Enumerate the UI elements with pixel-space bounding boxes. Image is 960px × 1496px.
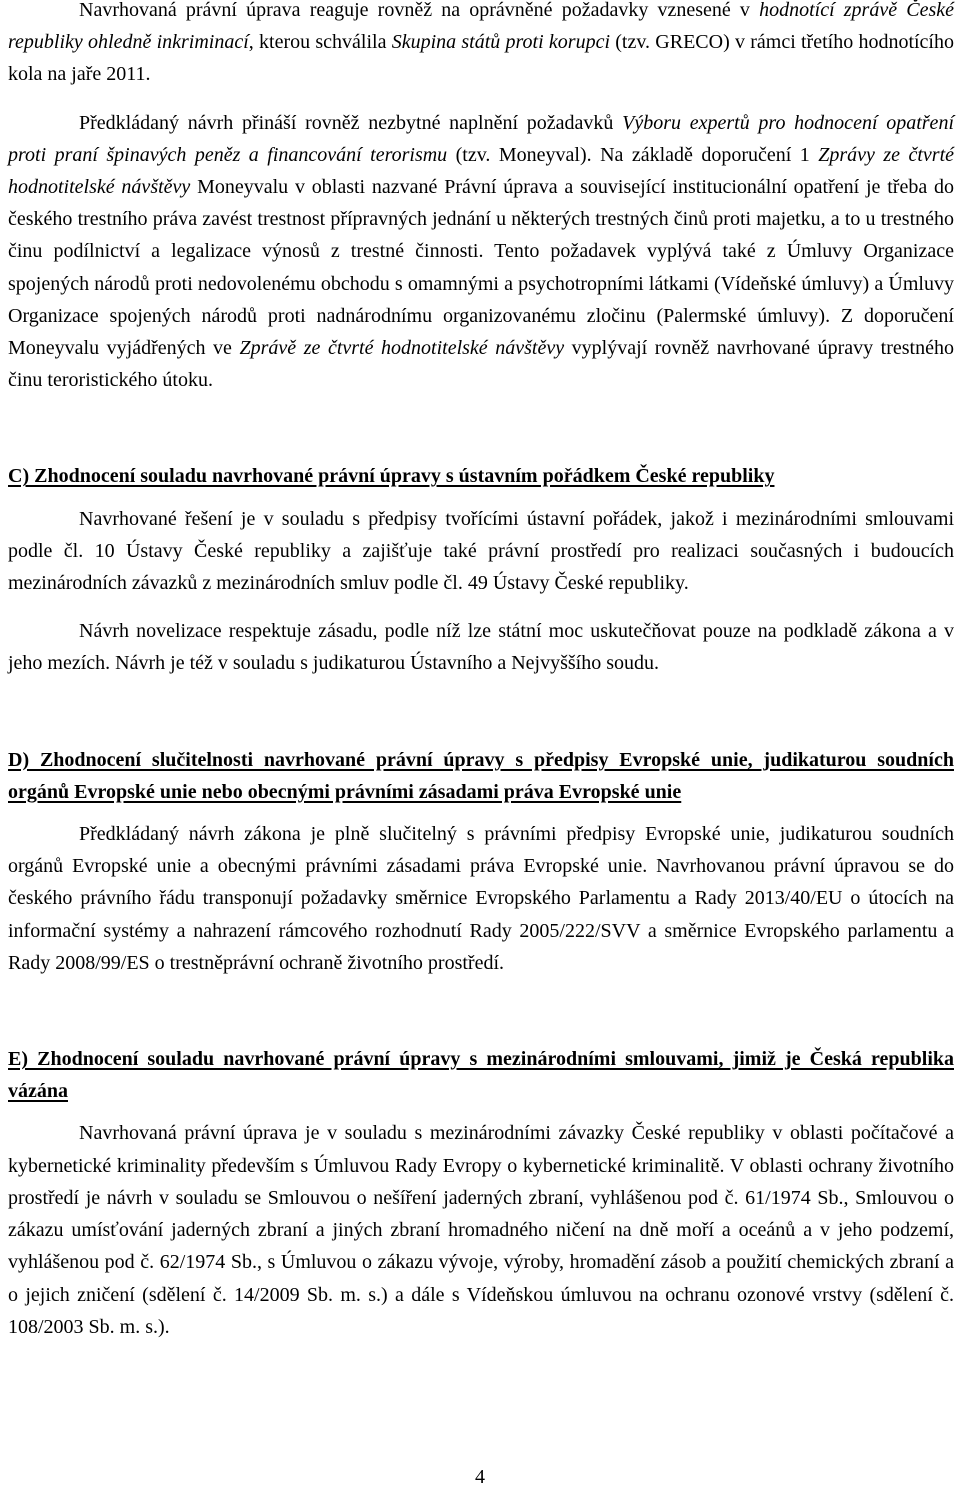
italic-text-run: hodnotící zprávě České republiky ohledně inkriminací — [8, 0, 954, 54]
document-page — [8, 0, 954, 1343]
section-d-paragraph-1: Předkládaný návrh zákona je plně slučitelný s právními předpisy Evropské unie, judikaturou soudních orgánů Evropské unie a obecnými právními zásadami práva Evropské unie. Navrhovanou právní úpravou se do českého právního řádu transponují požadavky směrnice Evropského Parlamentu a Rady 2013/40/EU o útocích na informační systémy a nahrazení rámcového rozhodnutí Rady 2005/222/SVV a směrnice Evropského parlamentu a Rady 2008/99/ES o trestněprávní ochraně životního prostředí. — [8, 823, 954, 974]
text-run: Navrhovaná právní úprava reaguje rovněž na oprávněné požadavky vznesené v — [79, 0, 760, 21]
section-c-heading: C) Zhodnocení souladu navrhované právní úpravy s ústavním pořádkem České republiky — [8, 465, 775, 488]
text-run: vyplývají rovněž navrhované úpravy trestného činu teroristického útoku. — [8, 337, 954, 392]
italic-text-run: Výboru expertů pro hodnocení opatření proti praní špinavých peněz a financování terorismu — [8, 111, 954, 166]
section-c-paragraph-1: Navrhované řešení je v souladu s předpisy tvořícími ústavní pořádek, jakož i mezinárodními smlouvami podle čl. 10 Ústavy České republiky a zajišťuje také právní prostředí pro realizaci současných i budoucích mezinárodních závazků z mezinárodních smluv podle čl. 49 Ústavy České republiky. — [8, 507, 954, 595]
text-run: Moneyvalu v oblasti nazvané Právní úprava a související institucionální opatření je třeba do českého trestního práva zavést trestnost přípravných jednání u některých trestných činů proti majetku, a to u trestného činu podílnictví a legalizace výnosů z trestné činnosti. Tento požadavek vyplývá také z Úmluvy Organizace spojených národů proti nedovolenému obchodu s omamnými a psychotropními látkami (Vídeňské úmluvy) a Úmluvy Organizace spojených národů proti nadnárodnímu organizovanému zločinu (Palermské úmluvy). Z doporučení Moneyvalu vyjádřených ve — [8, 176, 954, 360]
section-c-paragraph-2: Návrh novelizace respektuje zásadu, podle níž lze státní moc uskutečňovat pouze na podkladě zákona a v jeho mezích. Návrh je též v souladu s judikaturou Ústavního a Nejvyššího soudu. — [8, 620, 954, 675]
italic-text-run: Zprávy ze čtvrté hodnotitelské návštěvy — [8, 143, 954, 199]
section-d-heading: D) Zhodnocení slučitelnosti navrhované právní úpravy s předpisy Evropské unie, judikaturou soudních orgánů Evropské unie nebo obecnými právními zásadami práva Evropské unie — [8, 748, 954, 803]
text-run: , kterou schválila — [248, 31, 392, 54]
text-run: (tzv. Moneyval). Na základě doporučení 1 — [447, 143, 819, 166]
text-run: (tzv. GRECO) v rámci třetího hodnotícího kola na jaře 2011. — [8, 31, 954, 86]
section-e-paragraph-1: Navrhovaná právní úprava je v souladu s mezinárodními závazky České republiky v oblasti počítačové a kybernetické kriminality především s Úmluvou Rady Evropy o kybernetické kriminalitě. V oblasti ochrany životního prostředí je návrh v souladu se Smlouvou o nešíření jaderných zbraní, vyhlášenou pod č. 61/1974 Sb., Smlouvou o zákazu umísťování jaderných zbraní a jiných zbraní hromadného ničení na dně moří a oceánů a v jeho podzemí, vyhlášenou pod č. 62/1974 Sb., s Úmluvou o zákazu vývoje, výroby, hromadění zásob a použití chemických zbraní a o jejich zničení (sdělení č. 14/2009 Sb. m. s.) a dále s Vídeňskou úmluvou na ochranu ozonové vrstvy (sdělení č. 108/2003 Sb. m. s.). — [8, 1122, 954, 1338]
intro-paragraph-greco — [8, 0, 954, 91]
intro-paragraph-moneyval — [8, 107, 954, 397]
text-run: Předkládaný návrh přináší rovněž nezbytné naplnění požadavků — [79, 111, 623, 134]
italic-text-run: Zprávě ze čtvrté hodnotitelské návštěvy — [239, 337, 565, 360]
section-e-heading: E) Zhodnocení souladu navrhované právní úpravy s mezinárodními smlouvami, jimiž je Česká republika vázána — [8, 1048, 954, 1103]
page-number: 4 — [475, 1466, 485, 1488]
italic-text-run: Skupina států proti korupci — [391, 31, 611, 54]
